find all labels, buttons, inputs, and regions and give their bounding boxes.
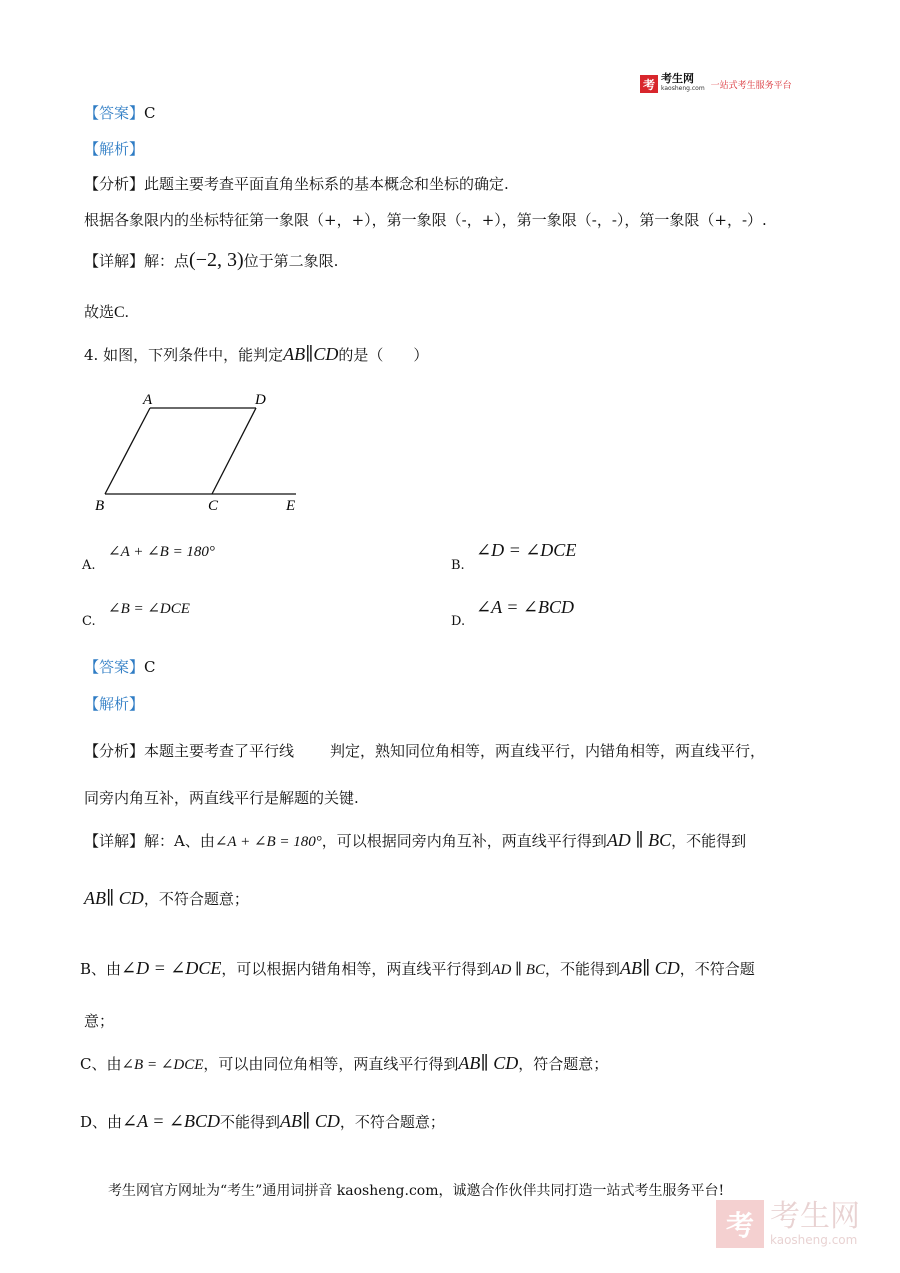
detail-a-math: AD ∥ BC: [606, 830, 672, 850]
q3-quadrant-line: 根据各象限内的坐标特征第一象限（+，+），第一象限（-，+），第一象限（-，-），第一象限（+，-）.: [84, 211, 767, 229]
q4-detail-a-line: [84, 830, 746, 851]
answer-value: C: [144, 658, 156, 676]
q4-detail-b-line: [80, 958, 755, 979]
label-e: E: [286, 498, 296, 514]
label-c: C: [208, 498, 219, 514]
q4-detail-c-line: [80, 1053, 608, 1074]
choose-letter: C.: [114, 304, 129, 321]
option-c-expr: ∠B = ∠DCE: [108, 601, 190, 617]
detail-a2-post: ，不符合题意；: [143, 890, 249, 908]
label-b: B: [95, 498, 105, 514]
detail-b-post: ，不符合题: [679, 960, 755, 978]
watermark-name: 考生网: [770, 1199, 860, 1234]
detail-b-math1: AD ∥ BC: [491, 962, 545, 978]
fenxi-text: 此题主要考查平面直角坐标系的基本概念和坐标的确定.: [144, 175, 509, 193]
answer-value: C: [144, 104, 156, 122]
option-d-expr: ∠A = ∠BCD: [476, 597, 574, 617]
fenxi-tag: 【分析】: [84, 175, 145, 193]
point-coords: (−2, 3): [189, 249, 244, 271]
option-a-letter: A.: [82, 558, 96, 573]
q4-fenxi-line1: [84, 740, 765, 761]
segment-ba: [105, 408, 150, 494]
detail-c-mid: ，可以由同位角相等，两直线平行得到: [203, 1055, 459, 1073]
detail-tag: 【详解】: [84, 252, 145, 270]
detail-c-expr: ∠B = ∠DCE: [121, 1057, 204, 1073]
detail-c-pre: C、由: [80, 1055, 122, 1073]
option-d-letter: D.: [451, 614, 466, 629]
q4-number: 4.: [84, 346, 99, 364]
detail-b-expr: ∠D = ∠DCE: [121, 958, 222, 978]
watermark: [716, 1200, 860, 1248]
option-a-expr: ∠A + ∠B = 180°: [108, 544, 215, 560]
watermark-logo-icon: 考: [716, 1200, 764, 1248]
detail-b-mid2: ，不能得到: [544, 960, 620, 978]
detail-c-math: AB∥ CD: [458, 1053, 519, 1073]
q4-detail-b-line2: 意；: [84, 1012, 115, 1030]
answer-tag: 【答案】: [84, 104, 145, 122]
fenxi-text-b: 判定，熟知同位角相等，两直线平行，内错角相等，两直线平行，: [330, 742, 766, 760]
detail-d-mid: 不能得到: [220, 1113, 281, 1131]
analysis-tag: 【解析】: [84, 695, 145, 713]
q4-stem: [84, 344, 428, 365]
detail-d-pre: D、由: [80, 1113, 123, 1131]
q4-fenxi-line2: 同旁内角互补，两直线平行是解题的关键.: [84, 789, 359, 807]
logo-domain: kaosheng.com: [661, 85, 705, 92]
q4-stem-math: AB∥CD: [283, 344, 339, 364]
logo-name: 考生网: [661, 72, 694, 85]
q4-detail-d-line: [80, 1111, 445, 1132]
answer-tag: 【答案】: [84, 658, 145, 676]
detail-post: 位于第二象限.: [243, 252, 339, 270]
detail-a-expr: ∠A + ∠B = 180°: [214, 834, 322, 850]
detail-c-post: ，符合题意；: [518, 1055, 609, 1073]
q3-detail-line: [84, 249, 338, 272]
label-d: D: [255, 392, 266, 408]
detail-a-pre: 解：A、由: [144, 832, 215, 850]
q4-detail-a2-line: [84, 888, 249, 909]
footer-text: 考生网官方网址为“考生”通用词拼音 kaosheng.com，诚邀合作伙伴共同打造一站式考生服务平台!: [108, 1183, 725, 1199]
detail-a2-math: AB∥ CD: [84, 888, 144, 908]
option-b-expr: ∠D = ∠DCE: [476, 540, 577, 560]
detail-pre: 解：点: [144, 252, 190, 270]
detail-b-mid: ，可以根据内错角相等，两直线平行得到: [221, 960, 492, 978]
q4-stem-pre: 如图，下列条件中，能判定: [103, 346, 284, 364]
choose-text: 故选: [84, 303, 115, 321]
fenxi-tag: 【分析】: [84, 742, 145, 760]
detail-a-mid: ，可以根据同旁内角互补，两直线平行得到: [321, 832, 607, 850]
q3-answer-line: [84, 102, 156, 123]
q4-answer-line: [84, 656, 156, 677]
q4-figure: [88, 386, 308, 516]
segment-dc: [212, 408, 256, 494]
option-b-letter: B.: [451, 558, 465, 573]
detail-tag: 【详解】: [84, 832, 145, 850]
header-logo: [640, 74, 792, 94]
q4-stem-post: 的是（ ）: [338, 346, 429, 364]
detail-d-math: AB∥ CD: [280, 1111, 340, 1131]
detail-a-post: ，不能得到: [671, 832, 747, 850]
detail-d-expr: ∠A = ∠BCD: [122, 1111, 221, 1131]
watermark-domain: kaosheng.com: [770, 1233, 858, 1247]
q3-choose-line: [84, 301, 129, 322]
q3-fenxi-line: [84, 173, 509, 194]
detail-d-post: ，不符合题意；: [339, 1113, 445, 1131]
analysis-tag: 【解析】: [84, 140, 145, 158]
detail-b-math2: AB∥ CD: [619, 958, 680, 978]
detail-b-pre: B、由: [80, 960, 122, 978]
logo-icon: 考: [640, 75, 658, 93]
fenxi-text-a: 本题主要考查了平行线: [144, 742, 295, 760]
option-c-letter: C.: [82, 614, 96, 629]
logo-slogan: 一站式考生服务平台: [710, 80, 792, 91]
label-a: A: [143, 392, 153, 408]
